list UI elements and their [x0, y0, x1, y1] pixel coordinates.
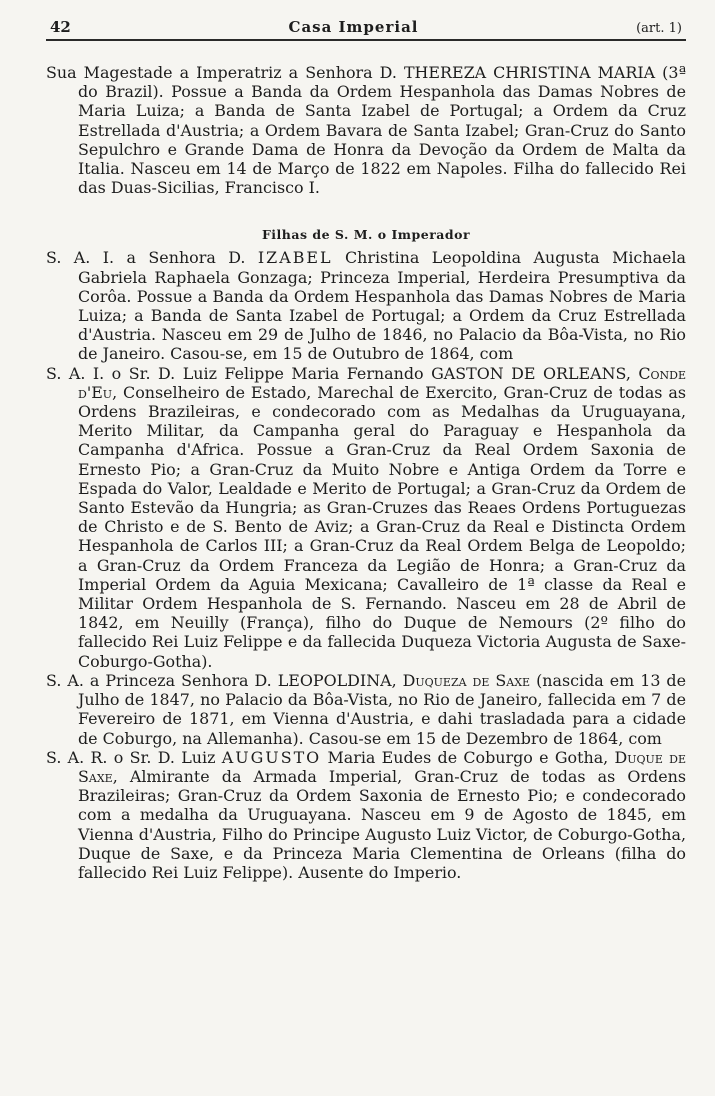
entry-title: Duque de Saxe: [78, 747, 686, 786]
entry-duque-de-saxe: [46, 748, 686, 882]
section-title: Filhas de S. M. o Imperador: [261, 227, 471, 243]
entry-text: (nascida em 13 de Julho de 1847, no Palacio da Bôa-Vista, no Rio de Janeiro, fallecida em 7 de Fevereiro de 1871, em Vienna d'Austria, e dahi trasladada para a cidade de Coburgo, na Allemanha). Casou-se em 15 de Dezembro de 1864, com: [78, 670, 687, 748]
header-title: Casa Imperial: [288, 18, 419, 36]
document-page: [46, 18, 686, 882]
entry-text: a Princeza Senhora D. LEOPOLDINA,: [83, 670, 403, 690]
entry-imperatriz: [46, 63, 686, 197]
page-number: 42: [50, 18, 71, 36]
entry-prefix: Sua: [46, 63, 77, 82]
article-reference: (art. 1): [636, 21, 682, 36]
entry-text: a Senhora D.: [114, 248, 258, 268]
entry-conde-deu: [46, 364, 686, 671]
entry-title: Conde d'Eu: [78, 363, 687, 402]
entry-text: o Sr. D. Luiz Felippe Maria Fernando GASTON DE ORLEANS,: [104, 363, 639, 383]
entry-prefix: S. A. R.: [46, 747, 108, 767]
entry-text: Magestade a Imperatriz a Senhora D. THEREZA CHRISTINA MARIA (3ª do Brazil). Possue a Banda da Ordem Hespanhola das Damas Nobres de Maria Luiza; a Banda de Santa Izabel de Portugal; a Ordem da Cruz Estrellada d'Austria; a Ordem Bavara de Santa Izabel; Gran-Cruz do Santo Sepulchro e Grande Dama de Honra da Devoção da Ordem de Malta da Italia. Nasceu em 14 de Março de 1822 em Napoles. Filha do fallecido Rei das Duas-Sicilias, Francisco I.: [76, 63, 686, 198]
entry-prefix: S. A. I.: [46, 363, 105, 383]
entry-text: Christina Leopoldina Augusta Michaela Gabriela Raphaela Gonzaga; Princeza Imperial, Herdeira Presumptiva da Corôa. Possue a Banda da Ordem Hespanhola das Damas Nobres de Maria Luiza; a Banda de Santa Izabel de Portugal; a Ordem da Cruz Estrellada d'Austria. Nasceu em 29 de Julho de 1846, no Palacio da Bôa-Vista, no Rio de Janeiro. Casou-se, em 15 de Outubro de 1864, com: [78, 248, 687, 364]
entry-leopoldina: [46, 671, 686, 748]
entry-name: AUGUSTO: [221, 747, 322, 767]
entry-text: , Conselheiro de Estado, Marechal de Exercito, Gran-Cruz de todas as Ordens Brazileiras, e condecorado com as Medalhas da Uruguayana, Merito Militar, da Campanha geral do Paraguay e Hespanhola da Campanha d'Africa. Possue a Gran-Cruz da Real Ordem Saxonia de Ernesto Pio; a Gran-Cruz da Muito Nobre e Antiga Ordem da Torre e Espada do Valor, Lealdade e Merito de Portugal; a Gran-Cruz da Ordem de Santo Estevão da Hungria; as Gran-Cruzes das Reaes Ordens Portuguezas de Christo e de S. Bento de Aviz; a Gran-Cruz da Real e Distincta Ordem Hespanhola de Carlos III; a Gran-Cruz da Real Ordem Belga de Leopoldo; a Gran-Cruz da Ordem Franceza da Legião de Honra; a Gran-Cruz da Imperial Ordem da Aguia Mexicana; Cavalleiro de 1ª classe da Real e Militar Ordem Hespanhola de S. Fernando. Nasceu em 28 de Abril de 1842, em Neuilly (França), filho do Duque de Nemours (2º filho do fallecido Rei Luiz Felippe e da fallecida Duqueza Victoria Augusta de Saxe-Coburgo-Gotha).: [78, 382, 686, 671]
entry-prefix: S. A. I.: [46, 248, 115, 268]
running-header: [46, 18, 686, 41]
entry-name: IZABEL: [257, 248, 333, 268]
entry-text: o Sr. D. Luiz: [107, 747, 222, 767]
entry-princeza-izabel: [46, 248, 686, 363]
entry-text: , Almirante da Armada Imperial, Gran-Cruz de todas as Ordens Brazileiras; Gran-Cruz da Ordem Saxonia de Ernesto Pio; e condecorado com a medalha da Uruguayana. Nasceu em 9 de Agosto de 1845, em Vienna d'Austria, Filho do Principe Augusto Luiz Victor, de Coburgo-Gotha, Duque de Saxe, e da Princeza Maria Clementina de Orleans (filha do fallecido Rei Luiz Felippe). Ausente do Imperio.: [78, 766, 686, 882]
entry-title: Duqueza de Saxe: [402, 670, 531, 690]
entry-text: Maria Eudes de Coburgo e Gotha,: [321, 747, 615, 767]
entry-prefix: S. A.: [46, 670, 84, 690]
